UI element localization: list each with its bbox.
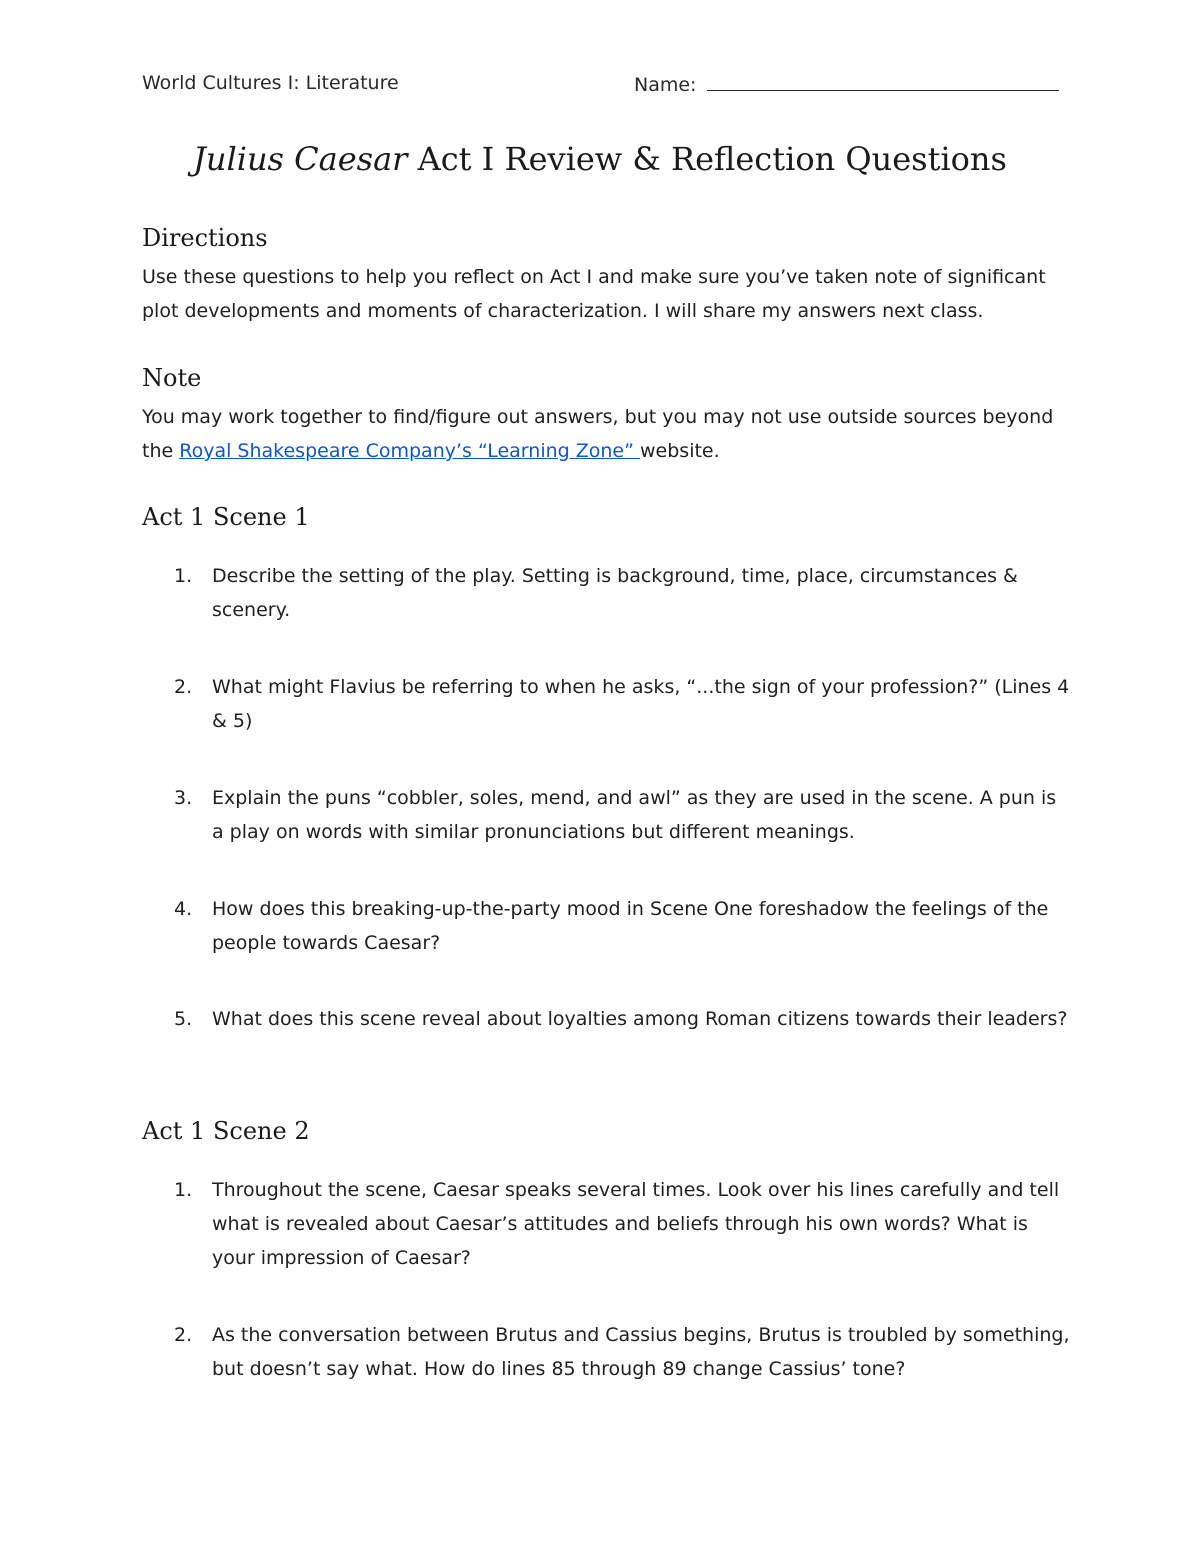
question-text: What does this scene reveal about loyalties among Roman citizens towards their leaders? — [212, 1008, 1068, 1030]
question-text: Explain the puns “cobbler, soles, mend, and awl” as they are used in the scene. A pun is a play on words with similar pronunciations but different meanings. — [212, 787, 1057, 843]
directions-heading: Directions — [142, 224, 268, 252]
question-number: 2. — [174, 1324, 193, 1346]
worksheet-title — [0, 140, 1200, 178]
question-text: Describe the setting of the play. Setting is background, time, place, circumstances & scenery. — [212, 565, 1018, 621]
title-rest: Act I Review & Reflection Questions — [407, 140, 1007, 178]
question-number: 4. — [174, 898, 193, 920]
question-number: 3. — [174, 787, 193, 809]
name-field[interactable] — [634, 72, 1059, 96]
question-text: How does this breaking-up-the-party mood in Scene One foreshadow the feelings of the people towards Caesar? — [212, 898, 1049, 954]
note-text — [142, 400, 1072, 468]
question-text: As the conversation between Brutus and Cassius begins, Brutus is troubled by something, but doesn’t say what. How do lines 85 through 89 change Cassius’ tone? — [212, 1324, 1070, 1380]
directions-text: Use these questions to help you reflect on Act I and make sure you’ve taken note of significant plot developments and moments of characterization. I will share my answers next class. — [142, 266, 1046, 322]
name-blank-line — [707, 72, 1059, 91]
note-heading: Note — [142, 364, 202, 392]
scene1-heading: Act 1 Scene 1 — [142, 503, 310, 531]
question-text: What might Flavius be referring to when he asks, “...the sign of your profession?” (Lines 4 & 5) — [212, 676, 1070, 732]
course-title: World Cultures I: Literature — [142, 72, 399, 94]
page-header — [142, 72, 1058, 100]
rsc-learning-zone-link[interactable]: Royal Shakespeare Company’s “Learning Zone” — [179, 440, 640, 462]
question-number: 1. — [174, 1179, 193, 1201]
scene2-heading: Act 1 Scene 2 — [142, 1117, 310, 1145]
question-text: Throughout the scene, Caesar speaks several times. Look over his lines carefully and tell what is revealed about Caesar’s attitudes and beliefs through his own words? What is your impression of Caesar? — [212, 1179, 1060, 1269]
name-label: Name: — [634, 74, 703, 96]
note-text-after: website. — [640, 440, 720, 462]
note-text-before: You may work together to find/figure out answers, but you may not use outside sources beyond the — [142, 406, 1054, 462]
question-number: 5. — [174, 1008, 193, 1030]
question-number: 1. — [174, 565, 193, 587]
play-title: Julius Caesar — [193, 140, 408, 178]
question-number: 2. — [174, 676, 193, 698]
